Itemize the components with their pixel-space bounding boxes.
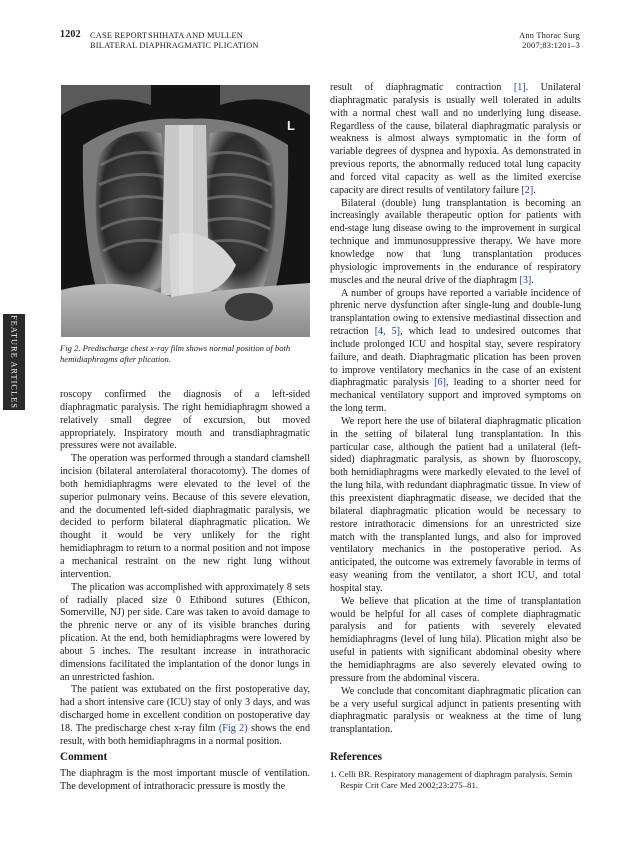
paragraph [60,684,310,748]
comment-text: The diaphragm is the most important muscle of ventilation. The development of intrathoracic pressure is mostly the [60,768,310,792]
text-run: A number of groups have reported a variable incidence of phrenic nerve dysfunction after single-lung and double-lung transplantation owing to extensive mediastinal dissection and retraction [330,287,581,338]
left-column [60,389,310,749]
paragraph: The plication was accomplished with approximately 8 sets of radially placed size 0 Ethibond sutures (Ethicon, Somerville, NJ) per side. Care was taken to avoid damage to the phrenic nerve or any of its visible branches during plication. At the end, both hemidiaphragms were lowered by about 5 inches. The resultant increase in intrathoracic dimensions facilitated the implantation of the donor lungs in an unrestricted fashion. [60,581,310,683]
text-run: result of diaphragmatic contraction [330,82,514,93]
text-run: Bilateral (double) lung transplantation is becoming an increasingly available therapeutic option for patients with end-stage lung disease owing to the improvement in surgical technique and immunosuppressive therapy. We have more knowledge now that lung transplantation produces physiologic improvements in the endurance of respiratory muscles and the neural drive of the diaphragm [330,197,581,286]
header-citation: 2007;83:1201–3 [522,41,580,50]
text-run: , leading to a shorter need for mechanical ventilatory support and improved symptoms on the long term. [330,377,581,415]
reference-link[interactable]: [2] [521,184,534,196]
references-heading: References [330,751,382,763]
xray-side-marker: L [287,118,295,133]
paragraph [330,288,581,416]
text-run: . [533,184,536,196]
reference-link[interactable]: [4, 5] [374,326,401,338]
header-authors: SHIHATA AND MULLEN [148,31,244,40]
header-running-title: BILATERAL DIAPHRAGMATIC PLICATION [90,41,259,50]
comment-heading: Comment [60,751,108,763]
figure-link[interactable]: (Fig 2) [218,722,248,734]
feature-articles-label: FEATURE ARTICLES [9,315,19,409]
paragraph: The operation was performed through a standard clamshell incision (bilateral anterolateral thoracotomy). The domes of both hemidiaphragms were elevated to the level of the superior pulmonary veins. Because of this severe elevation, and the documented left-sided diaphragmatic paralysis, we decided to perform bilateral diaphragmatic plication. We thought it would be very unlikely for the right hemidiaphragm to return to a normal position and not impose a mechanical restraint on the new right lung without intervention. [60,453,310,580]
header-journal: Ann Thorac Surg [519,31,580,40]
text-run: The patient was extubated on the first postoperative day, had a short intensive care (ICU) stay of only 3 days, and was discharged home in excellent condition on postoperative day 18. The predischarge chest x-ray film [60,684,310,734]
text-run: , which lead to undesired outcomes that include prolonged ICU and hospital stay, severe respiratory failure, and death. Diaphragmatic plication has been proven to improve ventilatory mechanics in the case of an existent diaphragmatic paralysis [330,326,581,389]
header-section: CASE REPORT [90,31,148,40]
paragraph: roscopy confirmed the diagnosis of a left-sided diaphragmatic paralysis. The right hemidiaphragm showed a relatively small degree of excursion, but moved appropriately. Inspiratory mouth and transdiaphragmatic pressures were not available. [60,389,310,452]
reference-link[interactable]: [6] [434,377,446,389]
right-column [330,82,581,737]
paragraph: We believe that plication at the time of transplantation would be helpful for all cases of complete diaphragmatic paralysis and for patients with severely elevated hemidiaphragms (level of lung hila). Plication might also be useful in patients with significant abdominal obesity where the hemidiaphragms are also severely elevated owing to pressure from the abdominal viscera. [330,595,581,684]
figure-caption: Fig 2. Predischarge chest x-ray film shows normal position of both hemidiaphragms after plication. [60,343,291,364]
paragraph: We report here the use of bilateral diaphragmatic plication in the setting of bilateral lung transplantation. In this particular case, although the patient had a unilateral (left-sided) diaphragmatic paralysis, as shown by fluoroscopy, both hemidiaphragms were markedly elevated to the level of the lung hila, with redundant diaphragmatic tissue. In view of this preexistent diaphragmatic disease, we decided that the bilateral diaphragmatic plication would be necessary to restore intrathoracic dimensions for an unrestricted size match with the transplanted lungs, and also for improved ventilatory mechanics in the postoperative period. As anticipated, the outcome was extremely favorable in terms of easy weaning from the ventilator, a short ICU, and total hospital stay. [330,415,581,594]
chest-xray-image [61,85,310,337]
page-number: 1202 [60,29,81,40]
paragraph [330,198,581,288]
reference-link[interactable]: [3] [519,274,532,286]
reference-link[interactable]: [1] [513,82,526,93]
text-run: . Unilateral diaphragmatic paralysis is usually well tolerated in adults with a normal chest wall and no underlying lung disease. Regardless of the cause, bilateral diaphragmatic paralysis or weakness is almost always symptomatic in the form of variable degrees of dyspnea and hypoxia. As demonstrated in previous reports, the abnormally reduced total lung capacity and forced vital capacity as well as the limited exercise capacity are direct results of ventilatory failure [330,82,581,196]
text-run: shows the end result, with both hemidiaphragms in a normal position. [60,722,311,747]
paragraph: We conclude that concomitant diaphragmatic plication can be a very useful surgical adjunct in patients presenting with diaphragmatic paralysis or weakness at the time of lung transplantation. [330,685,581,736]
chest-xray-figure [61,85,310,337]
paragraph [330,82,581,198]
feature-articles-tab [3,314,25,410]
reference-item: 1. Celli BR. Respiratory management of diaphragm paralysis. Semin Respir Crit Care Med 2002;23:275–81. [330,769,573,790]
text-run: . [531,274,534,286]
